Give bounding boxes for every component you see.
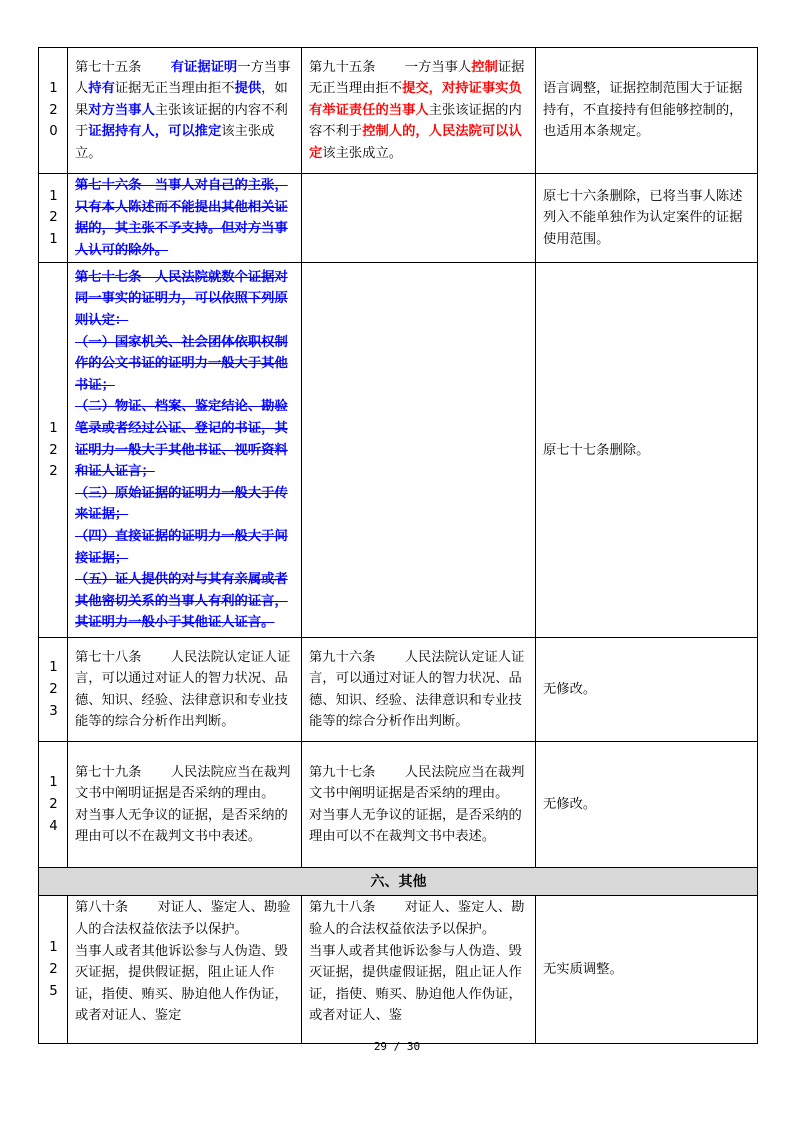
- old-provision-cell: 第八十条 对证人、鉴定人、勘验人的合法权益依法予以保护。 当事人或者其他诉讼参与人伪造、毁灭证据，提供假证据，阻止证人作证，指使、贿买、胁迫他人作伪证，或者对证人、鉴定: [68, 896, 302, 1044]
- section-title: 六、其他: [39, 868, 758, 896]
- row-number: 1 2 2: [39, 263, 68, 638]
- table-row: [39, 263, 758, 638]
- old-provision-cell: 第七十六条 当事人对自己的主张，只有本人陈述而不能提出其他相关证据的，其主张不予支持。但对方当事人认可的除外。: [68, 174, 302, 263]
- table-row: [39, 742, 758, 868]
- note-cell: 无修改。: [536, 638, 758, 742]
- new-provision-cell: 第九十八条 对证人、鉴定人、勘验人的合法权益依法予以保护。 当事人或者其他诉讼参与人伪造、毁灭证据，提供虚假证据，阻止证人作证，指使、贿买、胁迫他人作伪证，或者对证人、鉴: [302, 896, 536, 1044]
- new-provision-cell: 第九十六条 人民法院认定证人证言，可以通过对证人的智力状况、品德、知识、经验、法律意识和专业技能等的综合分析作出判断。: [302, 638, 536, 742]
- section-header-row: [39, 868, 758, 896]
- note-cell: 原七十七条删除。: [536, 263, 758, 638]
- table-row: [39, 48, 758, 174]
- old-provision-cell: 第七十五条 有证据证明一方当事人持有证据无正当理由拒不提供，如果对方当事人主张该证据的内容不利于证据持有人，可以推定该主张成立。: [68, 48, 302, 174]
- row-number: 1 2 1: [39, 174, 68, 263]
- page-number: 29 / 30: [373, 1040, 421, 1053]
- row-number: 1 2 5: [39, 896, 68, 1044]
- table-row: [39, 896, 758, 1044]
- note-cell: 原七十六条删除，已将当事人陈述列入不能单独作为认定案件的证据使用范围。: [536, 174, 758, 263]
- note-cell: 语言调整，证据控制范围大于证据持有，不直接持有但能够控制的，也适用本条规定。: [536, 48, 758, 174]
- new-provision-cell: 第九十七条 人民法院应当在裁判文书中阐明证据是否采纳的理由。 对当事人无争议的证据，是否采纳的理由可以不在裁判文书中表述。: [302, 742, 536, 868]
- table-row: [39, 174, 758, 263]
- new-provision-cell: [302, 174, 536, 263]
- table-row: [39, 638, 758, 742]
- note-cell: 无实质调整。: [536, 896, 758, 1044]
- old-provision-cell: 第七十九条 人民法院应当在裁判文书中阐明证据是否采纳的理由。 对当事人无争议的证据，是否采纳的理由可以不在裁判文书中表述。: [68, 742, 302, 868]
- old-provision-cell: 第七十七条 人民法院就数个证据对同一事实的证明力，可以依照下列原则认定： （一）国家机关、社会团体依职权制作的公文书证的证明力一般大于其他书证； （二）物证、档案、鉴定结论、勘验笔录或者经过公证、登记的书证，其证明力一般大于其他书证、视听资料和证人证言； （三）原始证据的证明力一般大于传来证据； （四）直接证据的证明力一般大于间接证据； （五）证人提供的对与其有亲属或者其他密切关系的当事人有利的证言，其证明力一般小于其他证人证言。: [68, 263, 302, 638]
- row-number: 1 2 4: [39, 742, 68, 868]
- old-provision-cell: 第七十八条 人民法院认定证人证言，可以通过对证人的智力状况、品德、知识、经验、法律意识和专业技能等的综合分析作出判断。: [68, 638, 302, 742]
- new-provision-cell: [302, 263, 536, 638]
- new-provision-cell: 第九十五条 一方当事人控制证据无正当理由拒不提交，对持证事实负有举证责任的当事人主张该证据的内容不利于控制人的，人民法院可以认定该主张成立。: [302, 48, 536, 174]
- row-number: 1 2 0: [39, 48, 68, 174]
- comparison-table: [38, 47, 758, 1044]
- note-cell: 无修改。: [536, 742, 758, 868]
- row-number: 1 2 3: [39, 638, 68, 742]
